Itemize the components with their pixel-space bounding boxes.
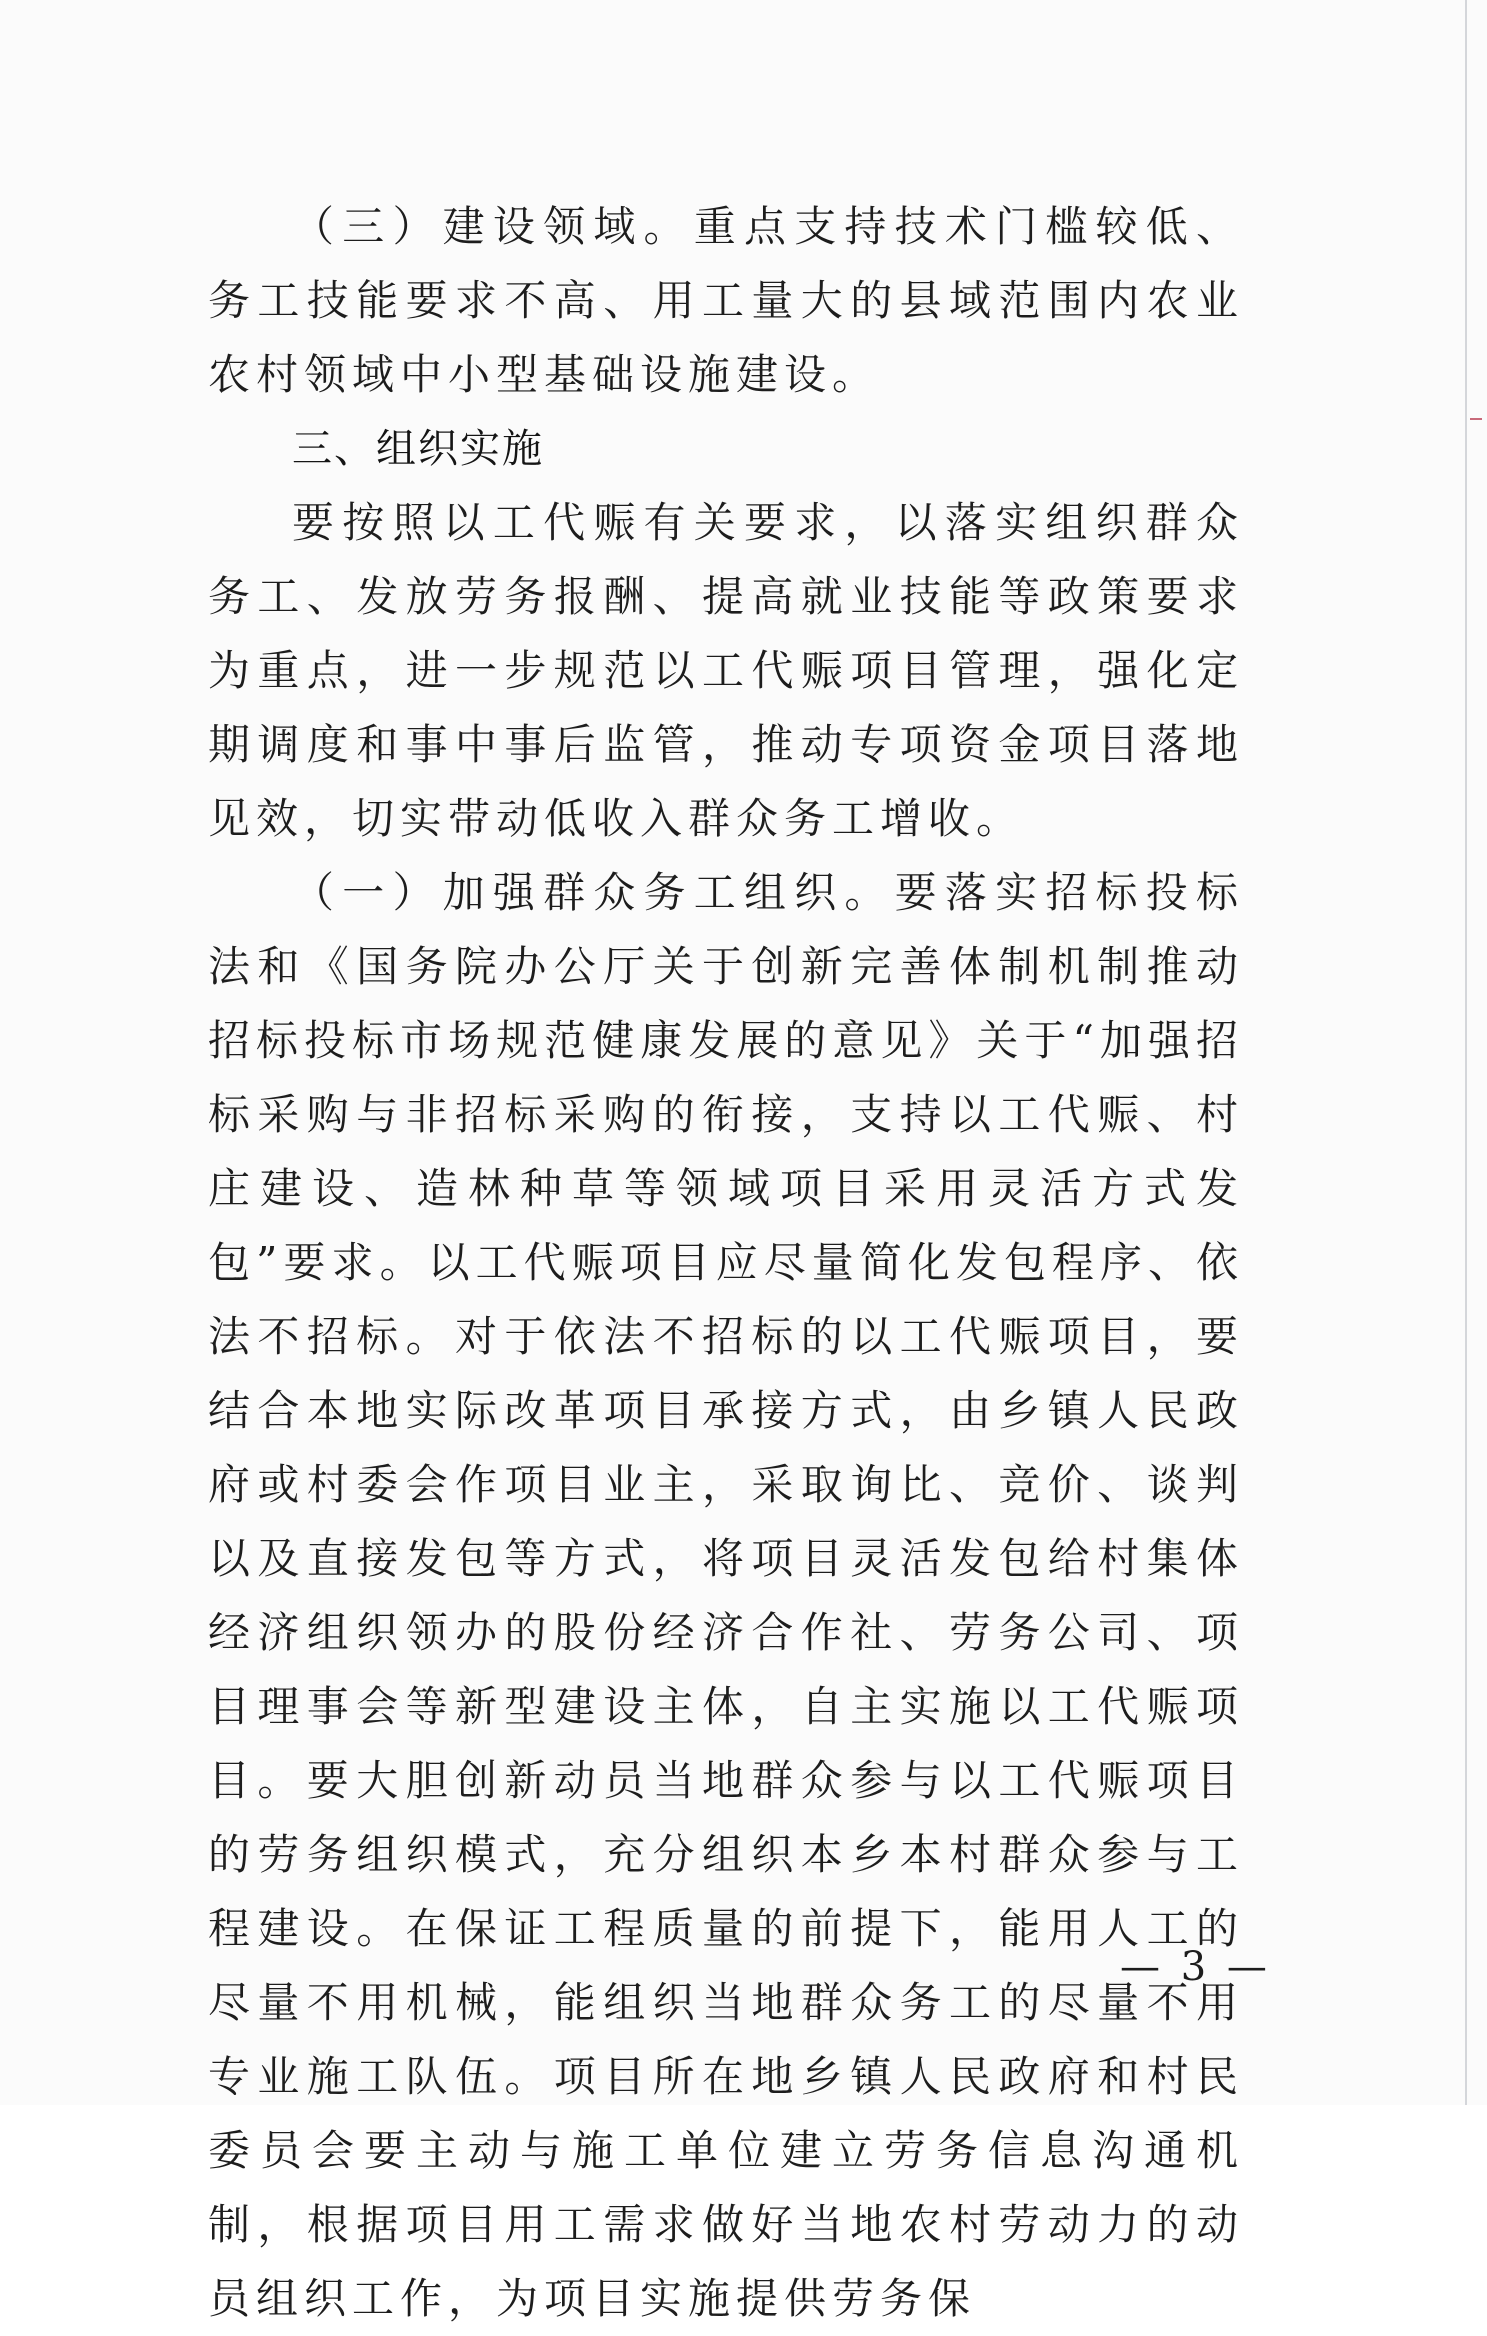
document-body [208, 190, 1244, 2336]
section-heading: 三、组织实施 [292, 426, 544, 472]
paragraph-labor-organization: （一）加强群众务工组织。要落实招标投标法和《国务院办公厅关于创新完善体制机制推动招标投标市场规范健康发展的意见》关于“加强招标采购与非招标采购的衔接，支持以工代赈、村庄建设、造林种草等领域项目采用灵活方式发包”要求。以工代赈项目应尽量简化发包程序、依法不招标。对于依法不招标的以工代赈项目，要结合本地实际改革项目承接方式，由乡镇人民政府或村委会作项目业主，采取询比、竞价、谈判以及直接发包等方式，将项目灵活发包给村集体经济组织领办的股份经济合作社、劳务公司、项目理事会等新型建设主体，自主实施以工代赈项目。要大胆创新动员当地群众参与以工代赈项目的劳务组织模式，充分组织本乡本村群众参与工程建设。在保证工程质量的前提下，能用人工的尽量不用机械，能组织当地群众务工的尽量不用专业施工队伍。项目所在地乡镇人民政府和村民委员会要主动与施工单位建立劳务信息沟通机制，根据项目用工需求做好当地农村劳动力的动员组织工作，为项目实施提供劳务保 [208, 868, 1244, 2323]
scan-edge-line [1465, 0, 1467, 2105]
scan-edge-mark [1470, 418, 1482, 420]
paragraph-construction-field: （三）建设领域。重点支持技术门槛较低、务工技能要求不高、用工量大的县域范围内农业农村领域中小型基础设施建设。 [208, 202, 1244, 399]
paragraph-implementation: 要按照以工代赈有关要求，以落实组织群众务工、发放劳务报酬、提高就业技能等政策要求为重点，进一步规范以工代赈项目管理，强化定期调度和事中事后监管，推动专项资金项目落地见效，切实带动低收入群众务工增收。 [208, 498, 1244, 843]
page-number: — 3 — [1120, 1944, 1271, 1990]
